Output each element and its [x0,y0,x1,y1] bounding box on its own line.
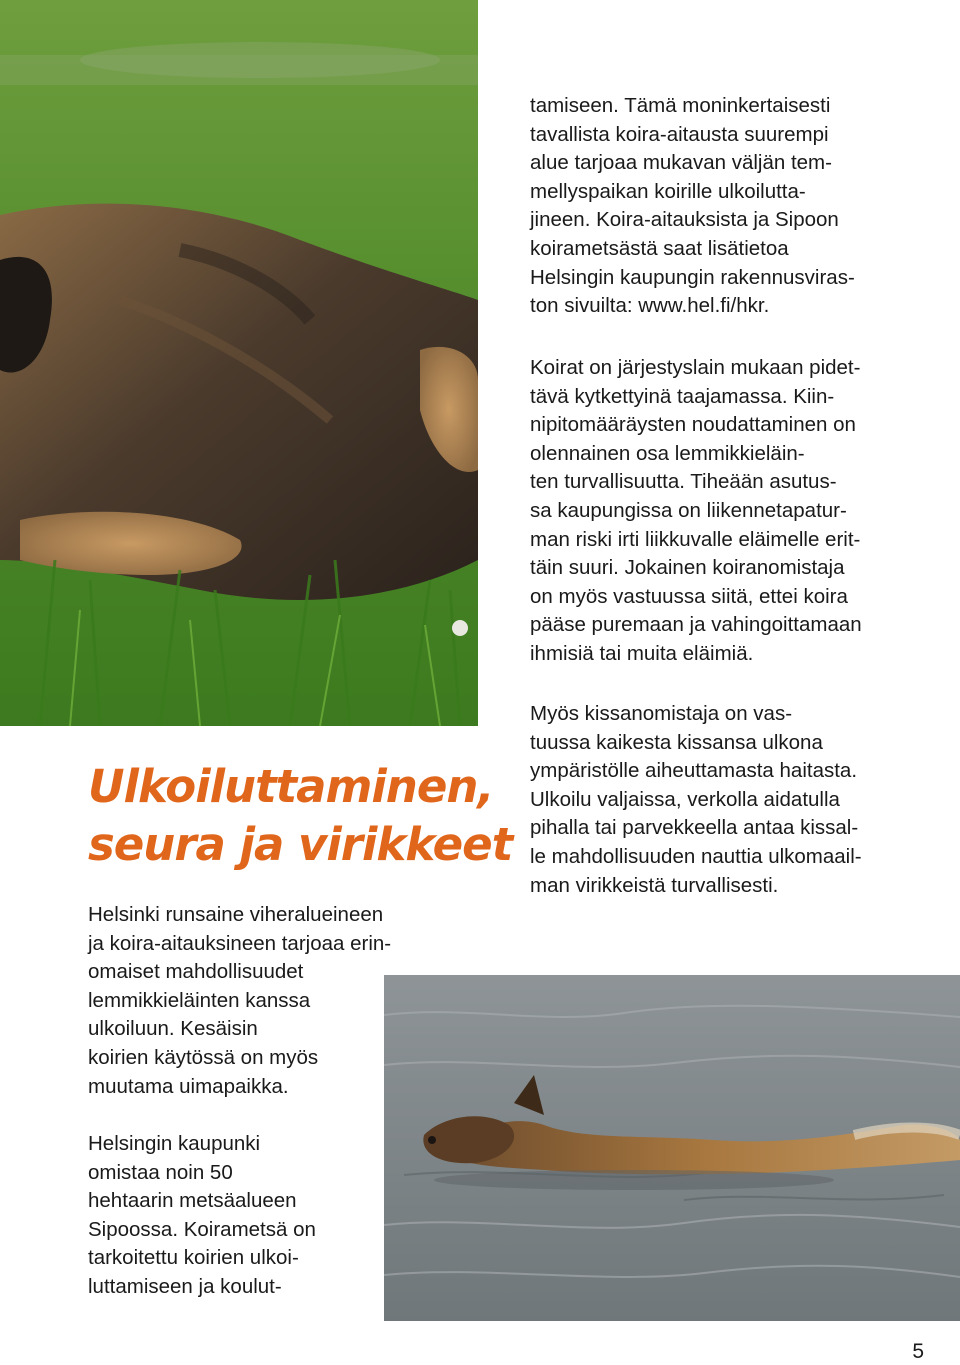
right-paragraph-2: Koirat on järjestyslain mukaan pidet- tävä kytkettyinä taajamassa. Kiin- nipitomääräysten noudattaminen on olennainen osa lemmikkieläin- ten turvallisuutta. Tiheään asutus- sa kaupungissa on liikennetapatur- man riski irti liikkuvalle eläimelle erit- täin suuri. Jokainen koiranomistaja on myös vastuussa siitä, ettei koira pääse puremaan ja vahingoittamaan ihmisiä tai muita eläimiä. [530,356,862,665]
left-paragraph-2: Helsingin kaupunki omistaa noin 50 hehtaarin metsäalueen Sipoossa. Koirametsä on tarkoitettu koirien ulkoi- luttamiseen ja koulut- [88,1132,316,1298]
dog-on-grass-photo [0,0,478,726]
right-paragraph-3: Myös kissanomistaja on vas- tuussa kaikesta kissansa ulkona ympäristölle aiheuttamasta haitasta. Ulkoilu valjaissa, verkolla aidatulla pihalla tai parvekkeella antaa kissal- le mahdollisuuden nauttia ulkomaail- man virikkeistä turvallisesti. [530,702,862,897]
section-heading: Ulkoiluttaminen, seura ja virikkeet [88,760,513,871]
right-paragraph-1: tamiseen. Tämä moninkertaisesti tavallista koira-aitausta suurempi alue tarjoaa mukavan väljän tem- mellyspaikan koirille ulkoilutta- jineen. Koira-aitauksista ja Sipoon koirametsästä saat lisätietoa Helsingin kaupungin rakennusviras- ton sivuilta: www.hel.fi/hkr. [530,94,855,318]
dog-swimming-illustration [384,975,960,1321]
page-number: 5 [912,1340,924,1363]
dog-on-grass-illustration [0,0,478,726]
left-paragraph-1: Helsinki runsaine viheralueineen ja koira-aitauksineen tarjoaa erin- omaiset mahdollisuudet lemmikkieläinten kanssa ulkoiluun. Kesäisin koirien käytössä on myös muutama uimapaikka. [88,903,392,1098]
dog-swimming-photo [384,975,960,1321]
